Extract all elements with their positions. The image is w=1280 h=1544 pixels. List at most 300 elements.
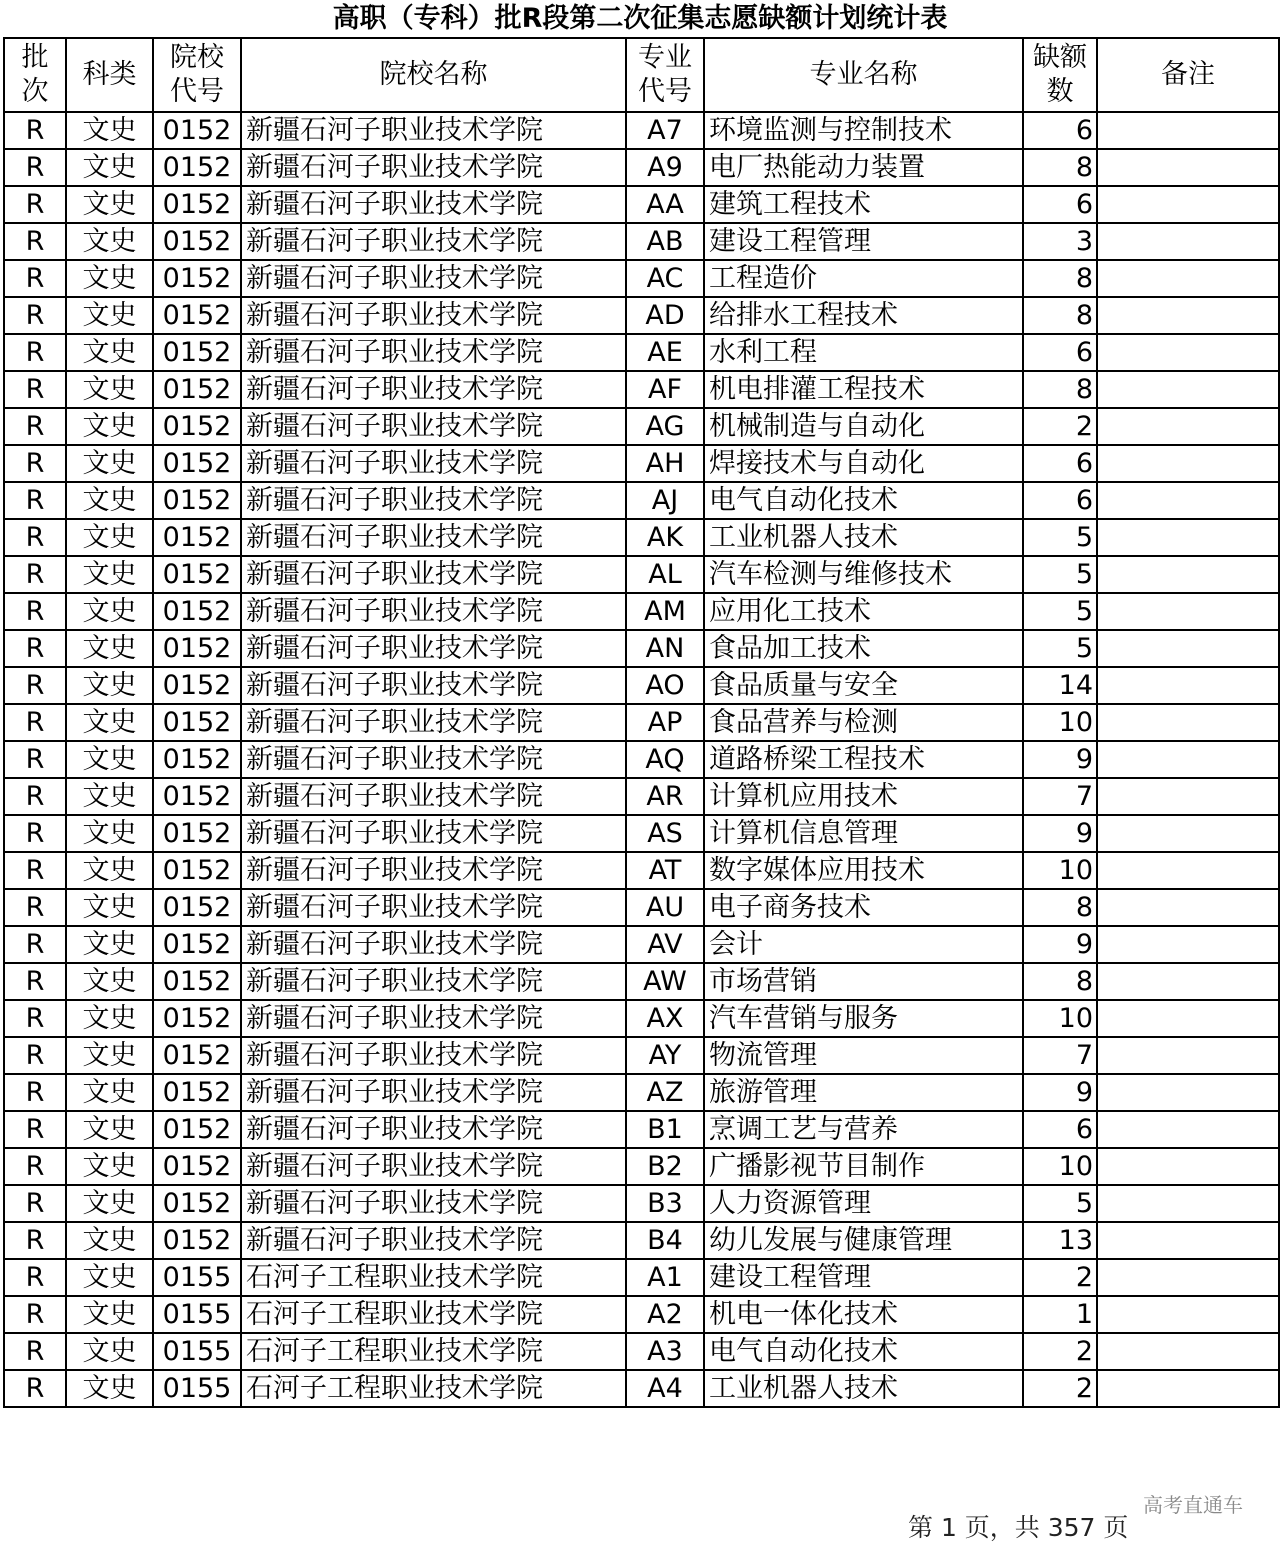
cell-vacancies: 13 [1023, 1222, 1097, 1259]
cell-major-code: AE [626, 334, 704, 371]
table-row [4, 482, 1279, 519]
cell-category: 文史 [66, 482, 153, 519]
cell-vacancies: 8 [1023, 260, 1097, 297]
cell-school-name: 新疆石河子职业技术学院 [241, 445, 626, 482]
cell-batch: R [4, 556, 66, 593]
cell-major-code: AP [626, 704, 704, 741]
cell-batch: R [4, 741, 66, 778]
cell-batch: R [4, 1259, 66, 1296]
cell-batch: R [4, 408, 66, 445]
cell-note [1097, 741, 1279, 778]
cell-batch: R [4, 149, 66, 186]
cell-school-code: 0155 [153, 1259, 241, 1296]
cell-note [1097, 815, 1279, 852]
cell-school-name: 新疆石河子职业技术学院 [241, 593, 626, 630]
table-row [4, 1000, 1279, 1037]
cell-school-name: 新疆石河子职业技术学院 [241, 852, 626, 889]
table-row [4, 297, 1279, 334]
cell-major-name: 市场营销 [704, 963, 1023, 1000]
cell-major-name: 电子商务技术 [704, 889, 1023, 926]
cell-note [1097, 667, 1279, 704]
cell-school-code: 0152 [153, 704, 241, 741]
cell-category: 文史 [66, 1111, 153, 1148]
cell-school-name: 石河子工程职业技术学院 [241, 1259, 626, 1296]
cell-school-code: 0152 [153, 371, 241, 408]
cell-note [1097, 778, 1279, 815]
cell-category: 文史 [66, 186, 153, 223]
cell-school-name: 新疆石河子职业技术学院 [241, 519, 626, 556]
cell-school-code: 0152 [153, 815, 241, 852]
cell-major-name: 给排水工程技术 [704, 297, 1023, 334]
cell-major-name: 食品质量与安全 [704, 667, 1023, 704]
cell-major-code: AL [626, 556, 704, 593]
cell-note [1097, 963, 1279, 1000]
cell-vacancies: 5 [1023, 556, 1097, 593]
cell-major-code: AJ [626, 482, 704, 519]
cell-school-code: 0152 [153, 593, 241, 630]
cell-note [1097, 149, 1279, 186]
cell-category: 文史 [66, 667, 153, 704]
cell-category: 文史 [66, 1296, 153, 1333]
cell-major-name: 电厂热能动力装置 [704, 149, 1023, 186]
cell-note [1097, 519, 1279, 556]
cell-school-code: 0152 [153, 778, 241, 815]
cell-batch: R [4, 1148, 66, 1185]
table-row [4, 741, 1279, 778]
cell-major-name: 工程造价 [704, 260, 1023, 297]
cell-note [1097, 926, 1279, 963]
cell-vacancies: 10 [1023, 1148, 1097, 1185]
cell-school-code: 0152 [153, 926, 241, 963]
cell-major-name: 建筑工程技术 [704, 186, 1023, 223]
cell-category: 文史 [66, 112, 153, 149]
cell-category: 文史 [66, 963, 153, 1000]
cell-vacancies: 6 [1023, 186, 1097, 223]
cell-major-code: AR [626, 778, 704, 815]
cell-school-code: 0152 [153, 1000, 241, 1037]
cell-school-code: 0152 [153, 852, 241, 889]
cell-major-name: 电气自动化技术 [704, 1333, 1023, 1370]
table-row [4, 926, 1279, 963]
cell-major-name: 汽车营销与服务 [704, 1000, 1023, 1037]
cell-major-name: 工业机器人技术 [704, 519, 1023, 556]
cell-note [1097, 630, 1279, 667]
cell-school-name: 新疆石河子职业技术学院 [241, 223, 626, 260]
cell-school-code: 0152 [153, 741, 241, 778]
cell-batch: R [4, 1296, 66, 1333]
cell-school-code: 0152 [153, 889, 241, 926]
cell-school-code: 0155 [153, 1370, 241, 1407]
table-row [4, 1333, 1279, 1370]
cell-vacancies: 8 [1023, 889, 1097, 926]
cell-category: 文史 [66, 778, 153, 815]
cell-major-code: B2 [626, 1148, 704, 1185]
cell-note [1097, 1037, 1279, 1074]
cell-vacancies: 6 [1023, 1111, 1097, 1148]
cell-note [1097, 889, 1279, 926]
cell-school-name: 石河子工程职业技术学院 [241, 1370, 626, 1407]
cell-major-code: AS [626, 815, 704, 852]
cell-batch: R [4, 223, 66, 260]
cell-note [1097, 1185, 1279, 1222]
cell-school-code: 0152 [153, 334, 241, 371]
table-row [4, 371, 1279, 408]
cell-major-code: AN [626, 630, 704, 667]
header-school-code: 院校代号 [153, 38, 241, 112]
cell-major-code: AF [626, 371, 704, 408]
table-row [4, 408, 1279, 445]
cell-category: 文史 [66, 852, 153, 889]
header-vacancies: 缺额数 [1023, 38, 1097, 112]
cell-school-code: 0152 [153, 482, 241, 519]
table-row [4, 445, 1279, 482]
cell-major-code: AD [626, 297, 704, 334]
cell-major-name: 水利工程 [704, 334, 1023, 371]
cell-batch: R [4, 630, 66, 667]
table-row [4, 556, 1279, 593]
cell-batch: R [4, 297, 66, 334]
cell-batch: R [4, 1000, 66, 1037]
cell-major-code: AK [626, 519, 704, 556]
cell-major-name: 汽车检测与维修技术 [704, 556, 1023, 593]
cell-category: 文史 [66, 1222, 153, 1259]
cell-category: 文史 [66, 519, 153, 556]
cell-major-code: AC [626, 260, 704, 297]
cell-school-code: 0152 [153, 963, 241, 1000]
cell-vacancies: 8 [1023, 371, 1097, 408]
table-row [4, 1296, 1279, 1333]
cell-note [1097, 186, 1279, 223]
cell-major-name: 道路桥梁工程技术 [704, 741, 1023, 778]
cell-major-code: AO [626, 667, 704, 704]
cell-school-name: 石河子工程职业技术学院 [241, 1296, 626, 1333]
cell-batch: R [4, 260, 66, 297]
cell-major-code: AG [626, 408, 704, 445]
cell-school-code: 0152 [153, 1074, 241, 1111]
cell-category: 文史 [66, 815, 153, 852]
cell-school-code: 0155 [153, 1296, 241, 1333]
cell-vacancies: 9 [1023, 815, 1097, 852]
cell-vacancies: 8 [1023, 149, 1097, 186]
cell-major-code: B4 [626, 1222, 704, 1259]
cell-vacancies: 5 [1023, 1185, 1097, 1222]
cell-school-name: 新疆石河子职业技术学院 [241, 926, 626, 963]
table-row [4, 667, 1279, 704]
cell-note [1097, 223, 1279, 260]
cell-major-code: AH [626, 445, 704, 482]
cell-school-name: 新疆石河子职业技术学院 [241, 1037, 626, 1074]
table-row [4, 223, 1279, 260]
table-row [4, 1074, 1279, 1111]
cell-batch: R [4, 482, 66, 519]
cell-note [1097, 297, 1279, 334]
cell-note [1097, 1259, 1279, 1296]
cell-major-code: A9 [626, 149, 704, 186]
cell-note [1097, 445, 1279, 482]
cell-vacancies: 10 [1023, 852, 1097, 889]
cell-category: 文史 [66, 371, 153, 408]
cell-vacancies: 8 [1023, 963, 1097, 1000]
cell-school-code: 0155 [153, 1333, 241, 1370]
cell-note [1097, 482, 1279, 519]
cell-school-code: 0152 [153, 149, 241, 186]
cell-school-name: 新疆石河子职业技术学院 [241, 1148, 626, 1185]
cell-major-code: A4 [626, 1370, 704, 1407]
cell-batch: R [4, 667, 66, 704]
table-row [4, 186, 1279, 223]
cell-school-code: 0152 [153, 112, 241, 149]
cell-vacancies: 8 [1023, 297, 1097, 334]
cell-major-name: 物流管理 [704, 1037, 1023, 1074]
cell-major-name: 幼儿发展与健康管理 [704, 1222, 1023, 1259]
cell-category: 文史 [66, 704, 153, 741]
cell-category: 文史 [66, 149, 153, 186]
cell-category: 文史 [66, 889, 153, 926]
cell-category: 文史 [66, 260, 153, 297]
cell-school-name: 新疆石河子职业技术学院 [241, 482, 626, 519]
cell-school-name: 新疆石河子职业技术学院 [241, 1185, 626, 1222]
cell-major-code: AA [626, 186, 704, 223]
cell-school-code: 0152 [153, 1185, 241, 1222]
cell-school-code: 0152 [153, 297, 241, 334]
cell-school-name: 新疆石河子职业技术学院 [241, 1222, 626, 1259]
cell-school-name: 新疆石河子职业技术学院 [241, 556, 626, 593]
cell-major-name: 旅游管理 [704, 1074, 1023, 1111]
cell-batch: R [4, 815, 66, 852]
cell-school-code: 0152 [153, 186, 241, 223]
table-row [4, 519, 1279, 556]
cell-note [1097, 112, 1279, 149]
cell-batch: R [4, 704, 66, 741]
cell-vacancies: 2 [1023, 1259, 1097, 1296]
cell-batch: R [4, 371, 66, 408]
cell-note [1097, 1000, 1279, 1037]
cell-vacancies: 3 [1023, 223, 1097, 260]
cell-major-name: 建设工程管理 [704, 1259, 1023, 1296]
cell-school-name: 新疆石河子职业技术学院 [241, 963, 626, 1000]
cell-major-code: A2 [626, 1296, 704, 1333]
cell-vacancies: 6 [1023, 445, 1097, 482]
cell-school-code: 0152 [153, 519, 241, 556]
cell-category: 文史 [66, 1370, 153, 1407]
cell-major-name: 工业机器人技术 [704, 1370, 1023, 1407]
cell-school-name: 新疆石河子职业技术学院 [241, 815, 626, 852]
cell-school-name: 新疆石河子职业技术学院 [241, 186, 626, 223]
table-row [4, 889, 1279, 926]
cell-vacancies: 14 [1023, 667, 1097, 704]
cell-batch: R [4, 889, 66, 926]
cell-major-name: 食品加工技术 [704, 630, 1023, 667]
header-category: 科类 [66, 38, 153, 112]
cell-major-code: AU [626, 889, 704, 926]
cell-school-name: 新疆石河子职业技术学院 [241, 112, 626, 149]
cell-vacancies: 6 [1023, 334, 1097, 371]
cell-school-code: 0152 [153, 408, 241, 445]
table-body [4, 112, 1279, 1407]
table-row [4, 778, 1279, 815]
cell-school-name: 新疆石河子职业技术学院 [241, 778, 626, 815]
cell-category: 文史 [66, 556, 153, 593]
cell-vacancies: 7 [1023, 778, 1097, 815]
cell-school-name: 新疆石河子职业技术学院 [241, 260, 626, 297]
cell-batch: R [4, 1370, 66, 1407]
cell-category: 文史 [66, 223, 153, 260]
cell-vacancies: 10 [1023, 1000, 1097, 1037]
header-batch: 批次 [4, 38, 66, 112]
cell-batch: R [4, 112, 66, 149]
cell-school-name: 新疆石河子职业技术学院 [241, 704, 626, 741]
cell-school-name: 石河子工程职业技术学院 [241, 1333, 626, 1370]
table-row [4, 1259, 1279, 1296]
cell-school-name: 新疆石河子职业技术学院 [241, 1111, 626, 1148]
cell-batch: R [4, 778, 66, 815]
cell-school-code: 0152 [153, 260, 241, 297]
table-row [4, 112, 1279, 149]
cell-major-name: 人力资源管理 [704, 1185, 1023, 1222]
cell-vacancies: 2 [1023, 1370, 1097, 1407]
header-school-name: 院校名称 [241, 38, 626, 112]
header-row [4, 38, 1279, 112]
cell-note [1097, 260, 1279, 297]
cell-school-name: 新疆石河子职业技术学院 [241, 667, 626, 704]
table-row [4, 334, 1279, 371]
table-row [4, 1148, 1279, 1185]
table-row [4, 1037, 1279, 1074]
cell-note [1097, 1333, 1279, 1370]
cell-note [1097, 556, 1279, 593]
cell-batch: R [4, 852, 66, 889]
cell-note [1097, 1148, 1279, 1185]
cell-vacancies: 9 [1023, 926, 1097, 963]
cell-batch: R [4, 445, 66, 482]
cell-school-name: 新疆石河子职业技术学院 [241, 334, 626, 371]
cell-category: 文史 [66, 445, 153, 482]
cell-category: 文史 [66, 630, 153, 667]
cell-major-name: 环境监测与控制技术 [704, 112, 1023, 149]
cell-school-name: 新疆石河子职业技术学院 [241, 371, 626, 408]
cell-school-name: 新疆石河子职业技术学院 [241, 889, 626, 926]
cell-major-name: 烹调工艺与营养 [704, 1111, 1023, 1148]
cell-school-code: 0152 [153, 556, 241, 593]
cell-major-code: B3 [626, 1185, 704, 1222]
page-number: 第 1 页，共 357 页 [908, 1513, 1129, 1542]
cell-batch: R [4, 1111, 66, 1148]
cell-major-code: A7 [626, 112, 704, 149]
cell-note [1097, 1074, 1279, 1111]
cell-major-code: AQ [626, 741, 704, 778]
cell-category: 文史 [66, 297, 153, 334]
cell-school-code: 0152 [153, 1111, 241, 1148]
header-major-name: 专业名称 [704, 38, 1023, 112]
cell-batch: R [4, 963, 66, 1000]
cell-school-name: 新疆石河子职业技术学院 [241, 408, 626, 445]
cell-note [1097, 593, 1279, 630]
cell-vacancies: 2 [1023, 408, 1097, 445]
cell-batch: R [4, 593, 66, 630]
cell-major-name: 机电一体化技术 [704, 1296, 1023, 1333]
cell-major-code: AY [626, 1037, 704, 1074]
cell-major-name: 广播影视节目制作 [704, 1148, 1023, 1185]
cell-school-code: 0152 [153, 667, 241, 704]
cell-category: 文史 [66, 926, 153, 963]
cell-vacancies: 10 [1023, 704, 1097, 741]
cell-category: 文史 [66, 593, 153, 630]
cell-major-code: AM [626, 593, 704, 630]
cell-category: 文史 [66, 1333, 153, 1370]
cell-note [1097, 704, 1279, 741]
cell-note [1097, 1222, 1279, 1259]
cell-major-code: A3 [626, 1333, 704, 1370]
cell-vacancies: 9 [1023, 1074, 1097, 1111]
cell-major-name: 会计 [704, 926, 1023, 963]
cell-vacancies: 1 [1023, 1296, 1097, 1333]
cell-major-code: AZ [626, 1074, 704, 1111]
cell-note [1097, 371, 1279, 408]
cell-batch: R [4, 334, 66, 371]
cell-major-name: 数字媒体应用技术 [704, 852, 1023, 889]
table-row [4, 852, 1279, 889]
cell-batch: R [4, 1037, 66, 1074]
cell-vacancies: 5 [1023, 630, 1097, 667]
cell-school-name: 新疆石河子职业技术学院 [241, 1074, 626, 1111]
table-row [4, 815, 1279, 852]
cell-school-name: 新疆石河子职业技术学院 [241, 741, 626, 778]
cell-school-code: 0152 [153, 223, 241, 260]
table-row [4, 1111, 1279, 1148]
cell-category: 文史 [66, 1074, 153, 1111]
cell-school-name: 新疆石河子职业技术学院 [241, 297, 626, 334]
cell-major-name: 食品营养与检测 [704, 704, 1023, 741]
cell-school-name: 新疆石河子职业技术学院 [241, 1000, 626, 1037]
cell-vacancies: 5 [1023, 593, 1097, 630]
vacancy-table [3, 37, 1280, 1408]
cell-major-code: A1 [626, 1259, 704, 1296]
cell-batch: R [4, 1333, 66, 1370]
cell-category: 文史 [66, 1185, 153, 1222]
cell-major-code: AX [626, 1000, 704, 1037]
cell-school-name: 新疆石河子职业技术学院 [241, 149, 626, 186]
cell-category: 文史 [66, 1148, 153, 1185]
cell-category: 文史 [66, 1000, 153, 1037]
cell-major-code: AB [626, 223, 704, 260]
cell-major-name: 应用化工技术 [704, 593, 1023, 630]
cell-major-code: AW [626, 963, 704, 1000]
table-row [4, 1222, 1279, 1259]
cell-major-name: 计算机信息管理 [704, 815, 1023, 852]
cell-major-name: 建设工程管理 [704, 223, 1023, 260]
cell-school-code: 0152 [153, 630, 241, 667]
cell-school-name: 新疆石河子职业技术学院 [241, 630, 626, 667]
table-row [4, 149, 1279, 186]
cell-vacancies: 5 [1023, 519, 1097, 556]
cell-batch: R [4, 1185, 66, 1222]
cell-school-code: 0152 [153, 1222, 241, 1259]
cell-note [1097, 334, 1279, 371]
cell-major-name: 电气自动化技术 [704, 482, 1023, 519]
cell-vacancies: 6 [1023, 112, 1097, 149]
header-major-code: 专业代号 [626, 38, 704, 112]
cell-major-code: AT [626, 852, 704, 889]
cell-major-name: 计算机应用技术 [704, 778, 1023, 815]
cell-category: 文史 [66, 741, 153, 778]
table-row [4, 630, 1279, 667]
cell-note [1097, 852, 1279, 889]
cell-vacancies: 2 [1023, 1333, 1097, 1370]
cell-category: 文史 [66, 408, 153, 445]
cell-school-code: 0152 [153, 1037, 241, 1074]
cell-note [1097, 1296, 1279, 1333]
cell-major-name: 机械制造与自动化 [704, 408, 1023, 445]
